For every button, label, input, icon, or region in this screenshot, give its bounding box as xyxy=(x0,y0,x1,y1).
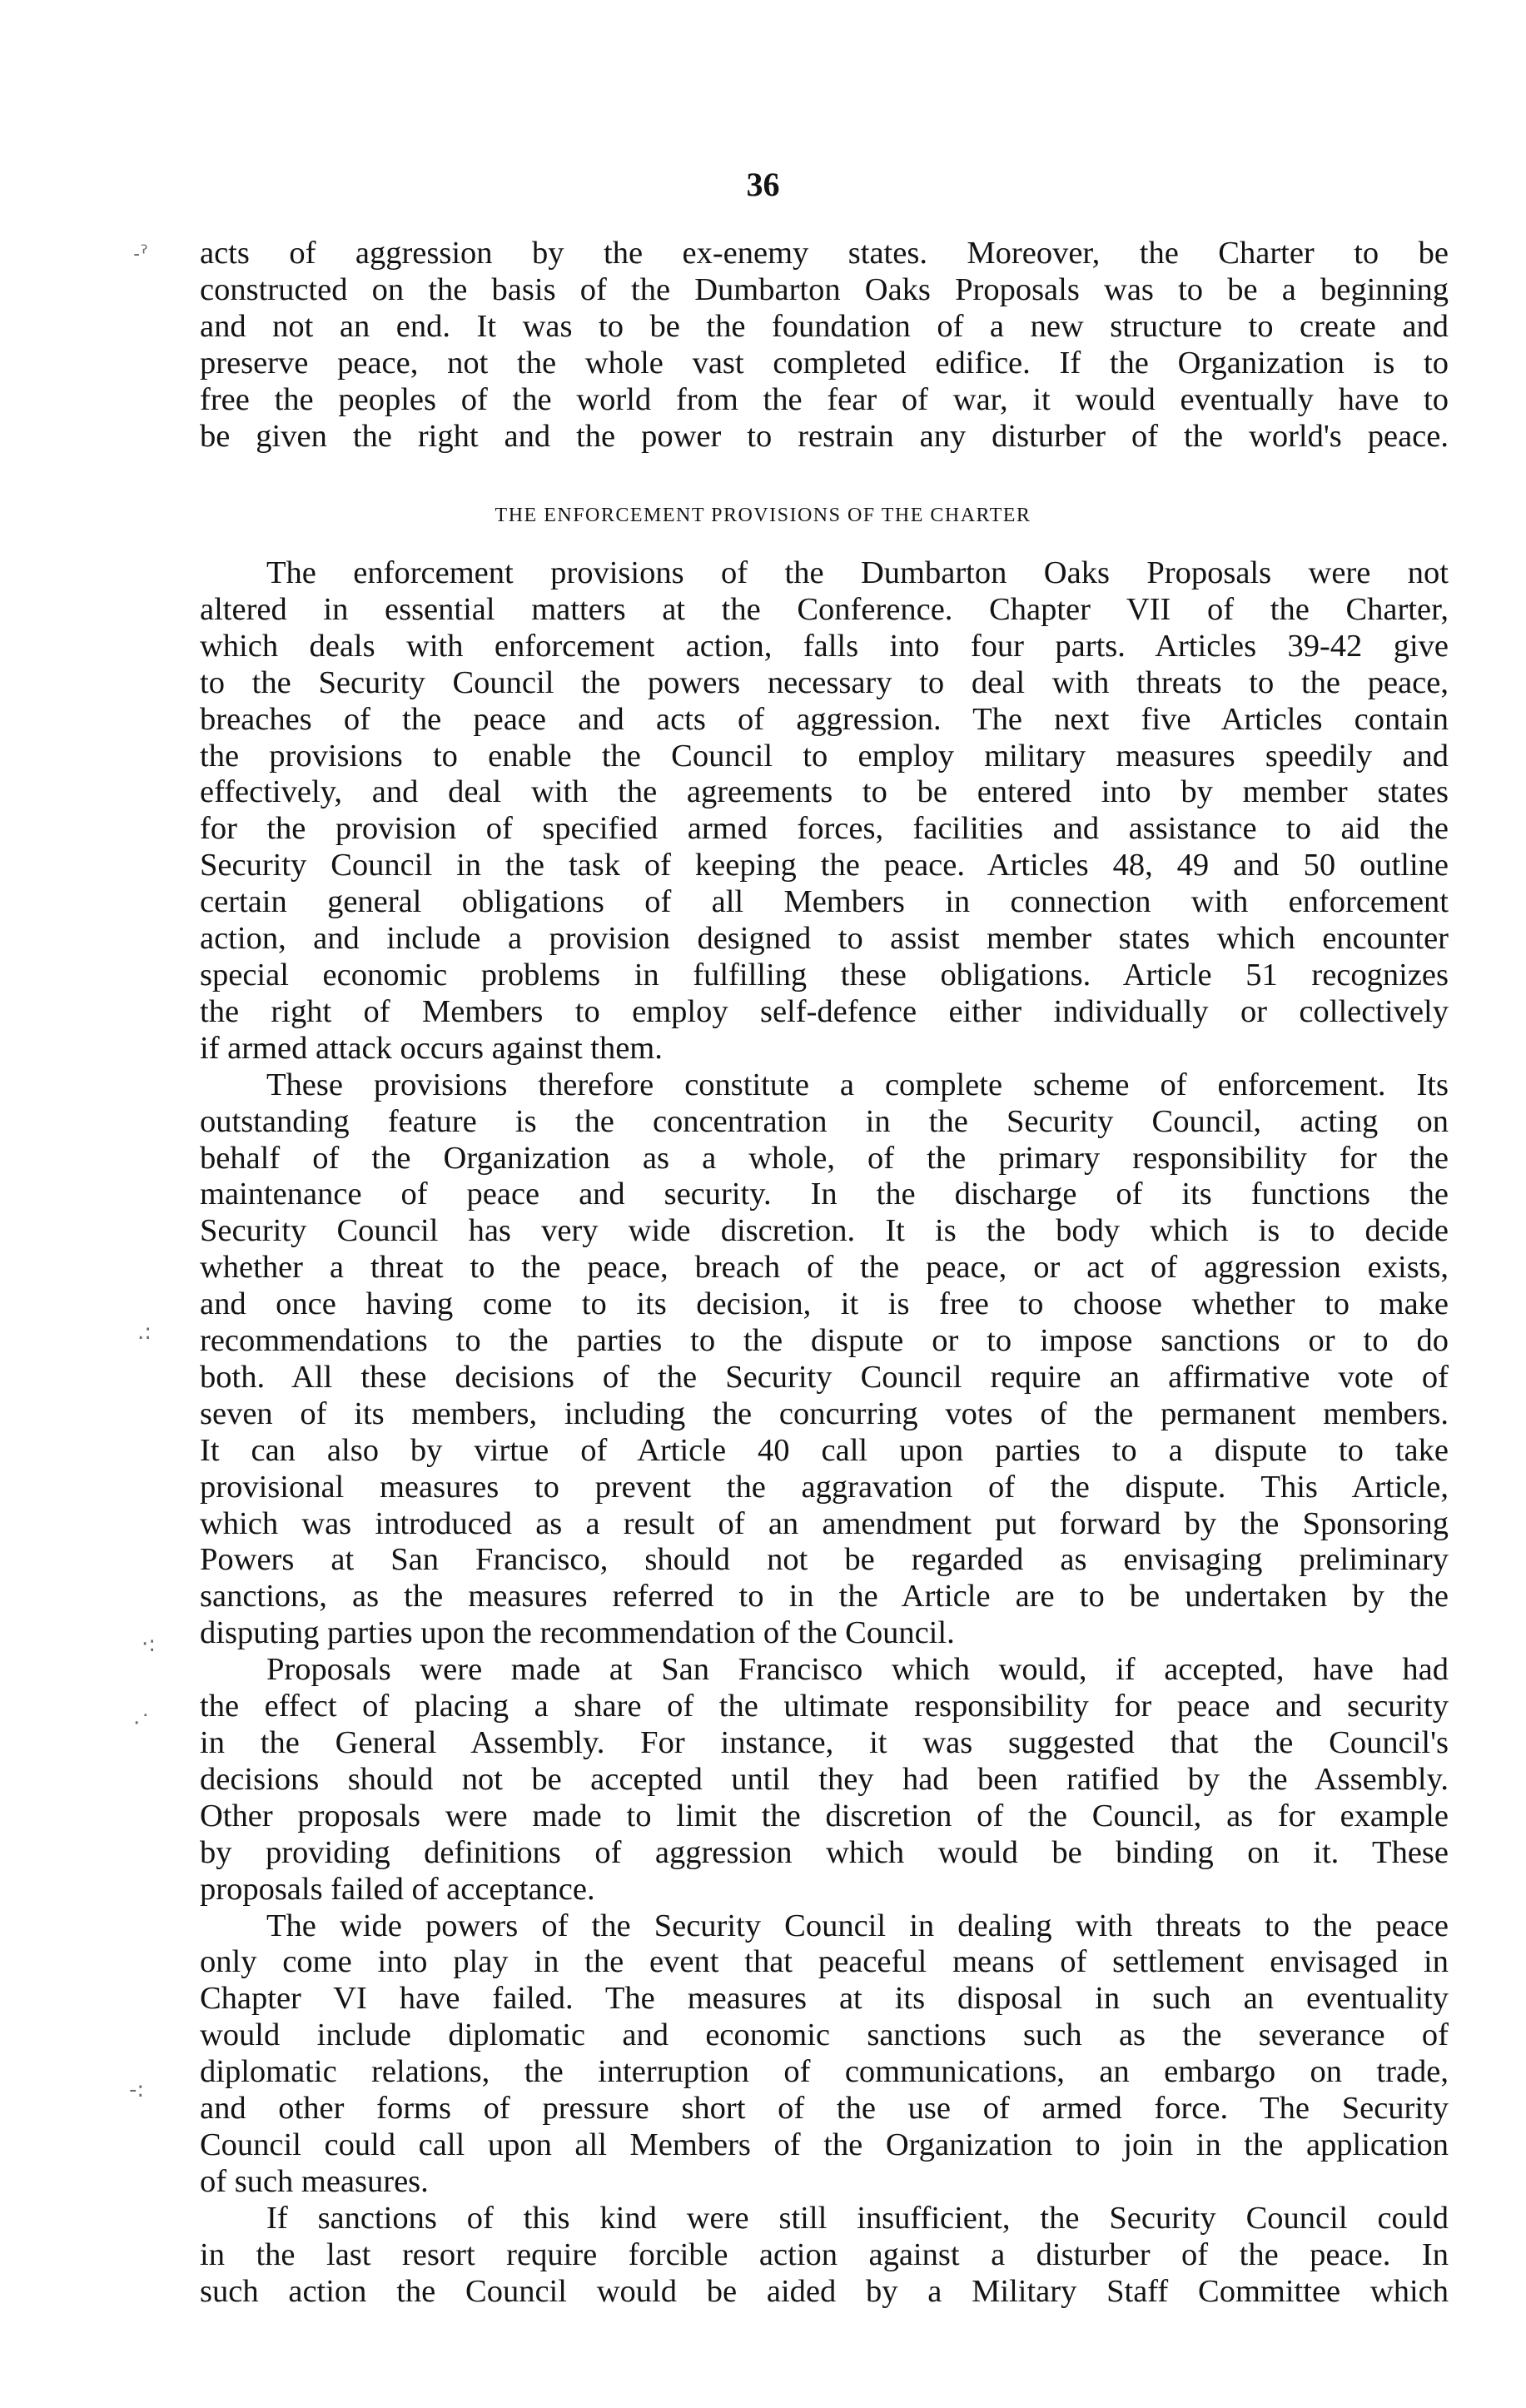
text-line: which was introduced as a result of an amendment put forward by the Sponsoring xyxy=(200,1505,1449,1541)
text-line: preserve peace, not the whole vast completed edifice. If the Organization is to xyxy=(200,345,1449,381)
text-line: certain general obligations of all Members in connection with enforcement xyxy=(200,884,1449,920)
paragraph-1 xyxy=(200,555,1449,1067)
text-line: the provisions to enable the Council to employ military measures speedily and xyxy=(200,738,1449,774)
text-line: outstanding feature is the concentration in the Security Council, acting on xyxy=(200,1103,1449,1139)
text-line: Other proposals were made to limit the discretion of the Council, as for example xyxy=(200,1798,1449,1833)
margin-mark: .: xyxy=(137,1320,152,1345)
text-line: altered in essential matters at the Conference. Chapter VII of the Charter, xyxy=(200,591,1449,627)
intro-paragraph xyxy=(200,236,1449,455)
margin-mark: ·˙ xyxy=(133,1711,152,1736)
text-line: seven of its members, including the concurring votes of the permanent members. xyxy=(200,1396,1449,1431)
text-line: in the last resort require forcible action against a disturber of the peace. In xyxy=(200,2236,1449,2272)
margin-mark: -: xyxy=(129,2077,145,2102)
text-line: Security Council has very wide discretion. It is the body which is to decide xyxy=(200,1213,1449,1249)
margin-mark: ˗ˀ xyxy=(133,241,148,266)
text-line: The enforcement provisions of the Dumbarton Oaks Proposals were not xyxy=(266,555,1449,590)
margin-mark: ·: xyxy=(142,1632,157,1657)
text-line: breaches of the peace and acts of aggression. The next five Articles contain xyxy=(200,701,1449,737)
text-line: by providing definitions of aggression which would be binding on it. These xyxy=(200,1834,1449,1870)
text-line: diplomatic relations, the interruption of communications, an embargo on trade, xyxy=(200,2054,1449,2090)
text-line: These provisions therefore constitute a complete scheme of enforcement. Its xyxy=(266,1067,1449,1102)
text-line: Security Council in the task of keeping the peace. Articles 48, 49 and 50 outline xyxy=(200,848,1449,883)
text-line: behalf of the Organization as a whole, of the primary responsibility for the xyxy=(200,1140,1449,1176)
text-line: and not an end. It was to be the foundation of a new structure to create and xyxy=(200,308,1449,344)
text-line: action, and include a provision designed to assist member states which encounter xyxy=(200,921,1449,957)
paragraph-3 xyxy=(200,1652,1449,1908)
text-line: such action the Council would be aided by a Military Staff Committee which xyxy=(200,2273,1449,2309)
text-line: Proposals were made at San Francisco which would, if accepted, have had xyxy=(266,1652,1449,1688)
text-line: sanctions, as the measures referred to in the Article are to be undertaken by the xyxy=(200,1579,1449,1614)
text-line: Council could call upon all Members of the Organization to join in the application xyxy=(200,2127,1449,2162)
text-line: constructed on the basis of the Dumbarton Oaks Proposals was to be a beginning xyxy=(200,271,1449,307)
text-line: of such measures. xyxy=(200,2163,429,2199)
text-line: Powers at San Francisco, should not be regarded as envisaging preliminary xyxy=(200,1542,1449,1578)
section-heading: THE ENFORCEMENT PROVISIONS OF THE CHARTER xyxy=(495,505,1031,526)
text-line: If sanctions of this kind were still insufficient, the Security Council could xyxy=(266,2200,1449,2236)
text-line: maintenance of peace and security. In the discharge of its functions the xyxy=(200,1177,1449,1212)
body-text xyxy=(200,555,1449,2311)
text-line: special economic problems in fulfilling these obligations. Article 51 recognizes xyxy=(200,957,1449,993)
text-line: proposals failed of acceptance. xyxy=(200,1871,595,1907)
page-number: 36 xyxy=(746,166,780,203)
text-line: effectively, and deal with the agreements to be entered into by member states xyxy=(200,774,1449,810)
text-line: only come into play in the event that peaceful means of settlement envisaged in xyxy=(200,1944,1449,1980)
text-line: the effect of placing a share of the ultimate responsibility for peace and security xyxy=(200,1689,1449,1724)
paragraph-2 xyxy=(200,1067,1449,1653)
text-line: disputing parties upon the recommendation of the Council. xyxy=(200,1615,955,1651)
text-line: It can also by virtue of Article 40 call upon parties to a dispute to take xyxy=(200,1432,1449,1468)
text-line: the right of Members to employ self-defence either individually or collectively xyxy=(200,993,1449,1029)
text-line: be given the right and the power to restrain any disturber of the world's peace. xyxy=(200,418,1449,454)
text-line: Chapter VI have failed. The measures at its disposal in such an eventuality xyxy=(200,1981,1449,2017)
text-line: free the peoples of the world from the fear of war, it would eventually have to xyxy=(200,381,1449,417)
text-line: if armed attack occurs against them. xyxy=(200,1030,663,1066)
paragraph-5 xyxy=(200,2201,1449,2311)
text-line: in the General Assembly. For instance, it was suggested that the Council's xyxy=(200,1725,1449,1760)
text-line: acts of aggression by the ex-enemy states. Moreover, the Charter to be xyxy=(200,236,1449,271)
text-line: which deals with enforcement action, falls into four parts. Articles 39-42 give xyxy=(200,628,1449,664)
text-line: to the Security Council the powers necessary to deal with threats to the peace, xyxy=(200,664,1449,700)
text-line: both. All these decisions of the Security Council require an affirmative vote of xyxy=(200,1359,1449,1395)
text-line: provisional measures to prevent the aggravation of the dispute. This Article, xyxy=(200,1469,1449,1505)
text-line: and other forms of pressure short of the use of armed force. The Security xyxy=(200,2091,1449,2127)
text-line: The wide powers of the Security Council in dealing with threats to the peace xyxy=(266,1908,1449,1943)
text-line: would include diplomatic and economic sanctions such as the severance of xyxy=(200,2017,1449,2053)
text-line: whether a threat to the peace, breach of the peace, or act of aggression exists, xyxy=(200,1250,1449,1286)
text-line: recommendations to the parties to the dispute or to impose sanctions or to do xyxy=(200,1323,1449,1359)
paragraph-4 xyxy=(200,1908,1449,2201)
text-line: for the provision of specified armed forces, facilities and assistance to aid the xyxy=(200,811,1449,847)
text-line: and once having come to its decision, it is free to choose whether to make xyxy=(200,1286,1449,1322)
text-line: decisions should not be accepted until they had been ratified by the Assembly. xyxy=(200,1761,1449,1797)
